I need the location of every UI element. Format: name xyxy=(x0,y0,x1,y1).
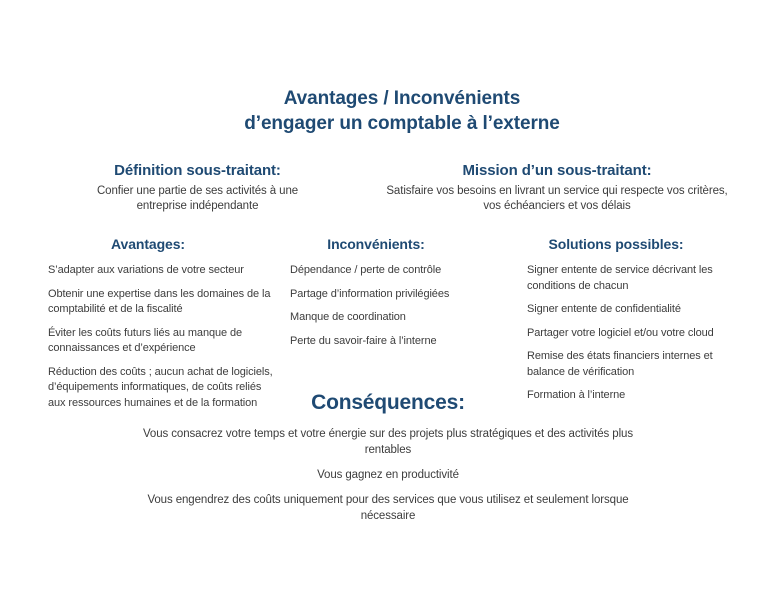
solutions-heading: Solutions possibles: xyxy=(548,236,684,252)
page-title-line1: Avantages / Inconvénients xyxy=(283,88,521,109)
solutions-item: Signer entente de confidentialité xyxy=(527,303,681,315)
advantages-item: Éviter les coûts futurs liés au manque de connaissances et d’expérience xyxy=(48,326,243,354)
solutions-item: Signer entente de service décrivant les conditions de chacun xyxy=(527,264,713,292)
mission-section xyxy=(377,162,737,213)
solutions-column xyxy=(527,236,727,412)
consequences-heading: Conséquences: xyxy=(311,391,465,414)
definition-body: Confier une partie de ses activités à une entreprise indépendante xyxy=(96,185,299,212)
definition-section xyxy=(75,162,320,213)
advantages-heading: Avantages: xyxy=(111,236,185,252)
disadvantages-item: Partage d’information privilégiées xyxy=(290,287,450,300)
solutions-item: Formation à l’interne xyxy=(527,389,626,401)
disadvantages-item: Dépendance / perte de contrôle xyxy=(290,264,442,276)
mission-body: Satisfaire vos besoins en livrant un service qui respecte vos critères, vos échéanciers et vos délais xyxy=(386,185,728,212)
disadvantages-heading: Inconvénients: xyxy=(327,236,425,252)
page-title xyxy=(14,86,776,136)
consequence-item: Vous engendrez des coûts uniquement pour des services que vous utilisez et seulement lorsque nécessaire xyxy=(147,494,629,522)
consequence-item: Vous consacrez votre temps et votre énergie sur des projets plus stratégiques et des activités plus rentables xyxy=(143,428,633,456)
consequences-section xyxy=(138,426,638,533)
disadvantages-item: Manque de coordination xyxy=(290,311,406,323)
advantages-item: Réduction des coûts ; aucun achat de logiciels, d’équipements informatiques, de coûts reliés aux ressources humaines et de la formation xyxy=(48,365,273,409)
definition-heading: Définition sous-traitant: xyxy=(114,162,281,179)
solutions-item: Remise des états financiers internes et balance de vérification xyxy=(527,350,713,378)
disadvantages-column xyxy=(290,236,480,357)
advantages-item: Obtenir une expertise dans les domaines de la comptabilité et de la fiscalité xyxy=(48,287,271,315)
consequence-item: Vous gagnez en productivité xyxy=(317,469,459,481)
disadvantages-item: Perte du savoir-faire à l’interne xyxy=(290,334,437,347)
page-title-line2: d’engager un comptable à l’externe xyxy=(244,113,560,134)
mission-heading: Mission d’un sous-traitant: xyxy=(462,162,652,179)
advantages-item: S’adapter aux variations de votre secteur xyxy=(48,264,244,276)
solutions-item: Partager votre logiciel et/ou votre cloud xyxy=(527,326,714,339)
